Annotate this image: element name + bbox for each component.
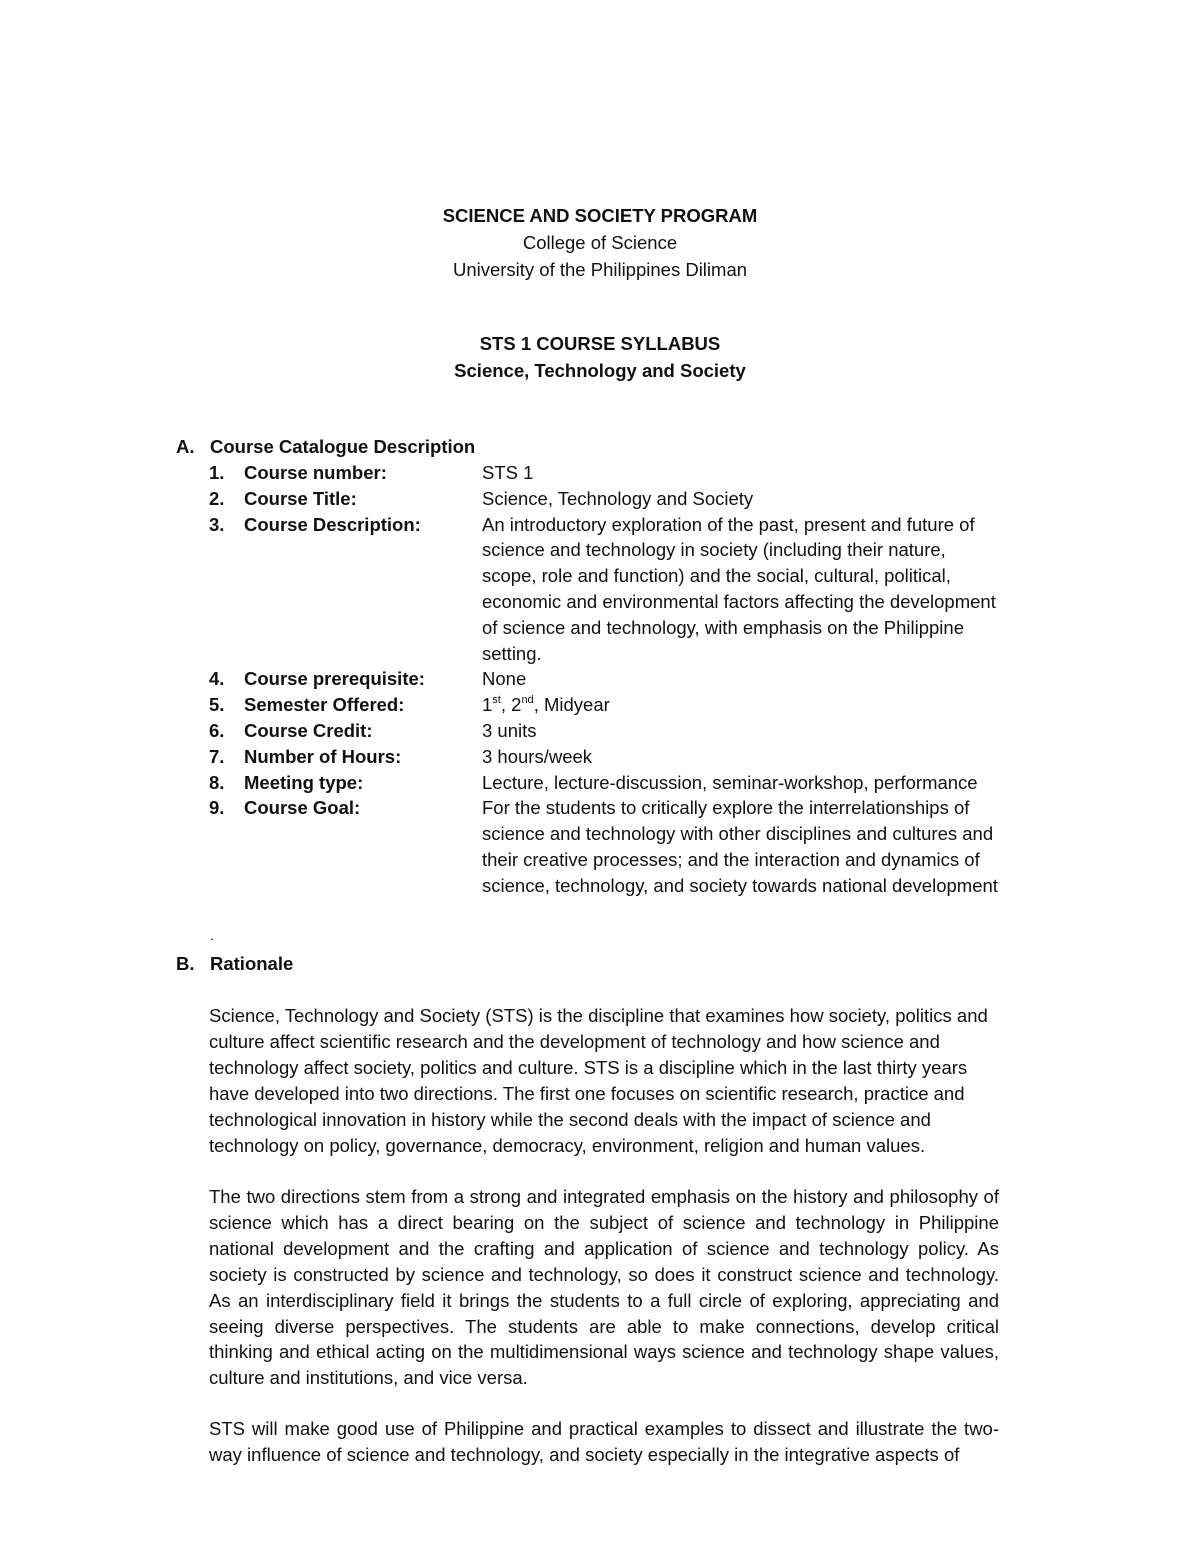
item-number: 3.	[209, 513, 225, 535]
item-value	[482, 692, 1002, 718]
university-name: University of the Philippines Diliman	[452, 259, 748, 280]
list-item	[209, 512, 1009, 667]
item-label: Number of Hours:	[244, 745, 402, 767]
section-a-heading	[176, 434, 475, 460]
item-value: 3 hours/week	[482, 745, 593, 767]
item-label: Course Description:	[244, 513, 421, 535]
semester-midyear: , Midyear	[533, 694, 610, 716]
item-number: 7.	[209, 745, 225, 767]
item-value: Science, Technology and Society	[482, 487, 754, 509]
rationale-paragraph-3: STS will make good use of Philippine and practical examples to dissect and illustrate the two-way influence of science and technology, and society especially in the integrative aspects of	[209, 1418, 999, 1465]
list-item	[209, 666, 1009, 692]
college-name: College of Science	[522, 232, 678, 253]
syllabus-title: STS 1 COURSE SYLLABUS	[479, 333, 721, 354]
item-label: Meeting type:	[244, 771, 364, 793]
section-b-heading	[176, 951, 293, 977]
item-number: 2.	[209, 487, 225, 509]
item-label: Course Goal:	[244, 797, 361, 819]
item-value: Lecture, lecture-discussion, seminar-workshop, performance	[482, 771, 978, 793]
list-item	[209, 795, 1009, 898]
item-value: STS 1	[482, 462, 534, 483]
semester-second-suffix: nd	[521, 694, 534, 707]
semester-first-suffix: st	[492, 694, 501, 707]
item-number: 5.	[209, 694, 225, 716]
list-item	[209, 770, 1009, 796]
syllabus-subtitle: Science, Technology and Society	[454, 360, 746, 381]
semester-first: 1	[482, 694, 493, 716]
list-item	[209, 744, 1009, 770]
item-value: 3 units	[482, 719, 537, 741]
list-item	[209, 692, 1009, 718]
item-number: 1.	[209, 462, 225, 483]
section-b-letter: B.	[176, 953, 195, 974]
section-a-letter: A.	[176, 436, 195, 457]
list-item	[209, 486, 1009, 512]
separator-dot: .	[210, 927, 214, 943]
item-value: None	[482, 668, 527, 690]
item-label: Course number:	[244, 462, 387, 483]
item-value: For the students to critically explore the interrelationships of science and technology with other disciplines and cultures and their creative processes; and the interaction and dynamics of science, technology, and society towards national development	[482, 797, 998, 896]
item-number: 4.	[209, 668, 225, 690]
program-title: SCIENCE AND SOCIETY PROGRAM	[442, 205, 758, 226]
item-label: Semester Offered:	[244, 694, 405, 716]
syllabus-header	[0, 330, 1200, 384]
list-item	[209, 718, 1009, 744]
catalogue-list	[209, 460, 1009, 899]
program-header	[0, 202, 1200, 283]
section-b-title: Rationale	[210, 953, 294, 974]
list-item	[209, 460, 1009, 486]
item-number: 8.	[209, 771, 225, 793]
rationale-paragraph-2: The two directions stem from a strong and integrated emphasis on the history and philosophy of science which has a direct bearing on the subject of science and technology in Philippine national development and the crafting and application of science and technology policy. As society is constructed by science and technology, so does it construct science and technology. As an interdisciplinary field it brings the students to a full circle of exploring, appreciating and seeing diverse perspectives. The students are able to make connections, develop critical thinking and ethical acting on the multidimensional ways science and technology shape values, culture and institutions, and vice versa.	[209, 1186, 999, 1389]
item-number: 9.	[209, 797, 225, 819]
item-value: An introductory exploration of the past, present and future of science and technology in society (including their nature, scope, role and function) and the social, cultural, political, economic and environmental factors affecting the development of science and technology, with emphasis on the Philippine setting.	[482, 513, 996, 664]
rationale-paragraph-1: Science, Technology and Society (STS) is the discipline that examines how society, politics and culture affect scientific research and the development of technology and how science and technology affect society, politics and culture. STS is a discipline which in the last thirty years have developed into two directions. The first one focuses on scientific research, practice and technological innovation in history while the second deals with the impact of science and technology on policy, governance, democracy, environment, religion and human values.	[209, 1005, 988, 1156]
item-label: Course prerequisite:	[244, 668, 425, 690]
item-label: Course Title:	[244, 487, 357, 509]
item-label: Course Credit:	[244, 719, 373, 741]
item-number: 6.	[209, 719, 225, 741]
section-a-title: Course Catalogue Description	[210, 436, 476, 457]
semester-second: , 2	[500, 694, 522, 716]
